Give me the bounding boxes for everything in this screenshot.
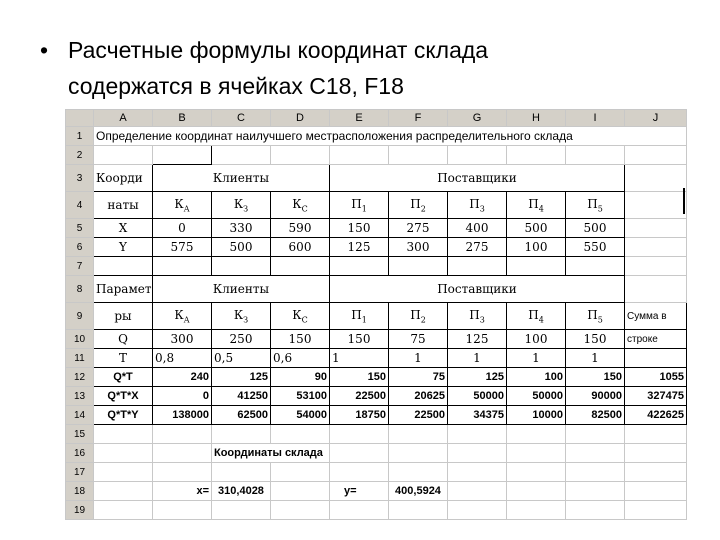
select-all-corner[interactable] bbox=[66, 110, 94, 127]
sheet-row bbox=[66, 192, 687, 219]
row-header[interactable]: 4 bbox=[66, 192, 94, 219]
cell[interactable] bbox=[212, 425, 271, 444]
cell[interactable] bbox=[94, 482, 153, 501]
cell[interactable] bbox=[625, 165, 687, 192]
cell[interactable]: 54000 bbox=[271, 406, 330, 425]
row-header[interactable]: 8 bbox=[66, 276, 94, 303]
column-header[interactable]: J bbox=[625, 110, 687, 127]
column-header[interactable]: I bbox=[566, 110, 625, 127]
cell[interactable]: $П_5$ bbox=[566, 192, 625, 219]
cell[interactable]: 1055 bbox=[625, 368, 687, 387]
sheet-row bbox=[66, 165, 687, 192]
sheet-row bbox=[66, 127, 687, 146]
cell[interactable]: 0 bbox=[153, 387, 212, 406]
cell[interactable]: 0,8 bbox=[153, 349, 212, 368]
cell[interactable] bbox=[566, 463, 625, 482]
row-header[interactable]: 9 bbox=[66, 303, 94, 330]
warehouse-coords-title[interactable]: Координаты склада bbox=[212, 444, 271, 463]
cell[interactable]: 150 bbox=[566, 330, 625, 349]
sheet-row bbox=[66, 425, 687, 444]
row-header[interactable]: 11 bbox=[66, 349, 94, 368]
suppliers-header[interactable]: Поставщики bbox=[330, 165, 625, 192]
cell[interactable]: 1 bbox=[566, 349, 625, 368]
row-header[interactable]: 2 bbox=[66, 146, 94, 165]
cell[interactable] bbox=[271, 482, 330, 501]
sheet-row bbox=[66, 501, 687, 520]
cell[interactable]: 575 bbox=[153, 238, 212, 257]
cell[interactable]: 550 bbox=[566, 238, 625, 257]
cell[interactable]: наты bbox=[94, 192, 153, 219]
cell[interactable] bbox=[389, 463, 448, 482]
cell[interactable] bbox=[625, 482, 687, 501]
cell[interactable]: $К_З$ bbox=[212, 192, 271, 219]
cell[interactable]: 100 bbox=[507, 238, 566, 257]
cell[interactable]: 150 bbox=[330, 330, 389, 349]
cell[interactable] bbox=[507, 257, 566, 276]
row-sum-header[interactable]: Сумма в bbox=[625, 303, 687, 330]
cell[interactable] bbox=[330, 444, 389, 463]
row-header[interactable]: 14 bbox=[66, 406, 94, 425]
cell[interactable] bbox=[448, 501, 507, 520]
cell[interactable] bbox=[389, 257, 448, 276]
row-header[interactable]: 15 bbox=[66, 425, 94, 444]
cell[interactable]: 0,6 bbox=[271, 349, 330, 368]
cell[interactable] bbox=[389, 146, 448, 165]
cell[interactable]: 500 bbox=[507, 219, 566, 238]
cell[interactable]: 150 bbox=[330, 219, 389, 238]
row-header[interactable]: 10 bbox=[66, 330, 94, 349]
sheet-row bbox=[66, 482, 687, 501]
cell[interactable] bbox=[212, 463, 271, 482]
cell[interactable] bbox=[566, 257, 625, 276]
cell[interactable]: $П_3$ bbox=[448, 303, 507, 330]
row-header[interactable]: 12 bbox=[66, 368, 94, 387]
cell[interactable]: 10000 bbox=[507, 406, 566, 425]
text-cursor bbox=[683, 188, 685, 214]
sheet-title-cell[interactable]: Определение координат наилучшего местрасположения распределительного склада bbox=[94, 127, 687, 146]
row-header[interactable]: 16 bbox=[66, 444, 94, 463]
cell[interactable] bbox=[625, 192, 687, 219]
cell[interactable] bbox=[153, 257, 212, 276]
cell[interactable]: $К_С$ bbox=[271, 192, 330, 219]
cell[interactable]: 22500 bbox=[330, 387, 389, 406]
sheet-row bbox=[66, 303, 687, 330]
row-header[interactable]: 1 bbox=[66, 127, 94, 146]
cell[interactable]: 50000 bbox=[507, 387, 566, 406]
sheet-row bbox=[66, 349, 687, 368]
cell[interactable]: $П_4$ bbox=[507, 192, 566, 219]
sheet-row bbox=[66, 257, 687, 276]
cell[interactable] bbox=[448, 482, 507, 501]
row-header[interactable]: 13 bbox=[66, 387, 94, 406]
cell[interactable] bbox=[625, 219, 687, 238]
slide-line-1: Расчетные формулы координат склада bbox=[68, 37, 489, 63]
cell[interactable]: $К_А$ bbox=[153, 192, 212, 219]
cell[interactable] bbox=[566, 146, 625, 165]
cell[interactable]: 275 bbox=[389, 219, 448, 238]
cell[interactable] bbox=[507, 463, 566, 482]
cell[interactable] bbox=[153, 444, 212, 463]
sheet-row bbox=[66, 276, 687, 303]
cell[interactable]: $П_2$ bbox=[389, 192, 448, 219]
row-header[interactable]: 18 bbox=[66, 482, 94, 501]
cell[interactable]: 75 bbox=[389, 368, 448, 387]
cell[interactable] bbox=[448, 146, 507, 165]
sheet-row bbox=[66, 406, 687, 425]
row-header[interactable]: 5 bbox=[66, 219, 94, 238]
cell[interactable]: Парамет bbox=[94, 276, 153, 303]
y-coordinate-cell[interactable]: 400,5924 bbox=[389, 482, 448, 501]
cell[interactable] bbox=[212, 257, 271, 276]
cell[interactable]: 138000 bbox=[153, 406, 212, 425]
cell[interactable]: 125 bbox=[448, 330, 507, 349]
cell[interactable] bbox=[94, 425, 153, 444]
x-coordinate-cell[interactable]: 310,4028 bbox=[212, 482, 271, 501]
cell[interactable] bbox=[94, 444, 153, 463]
cell[interactable]: 0,5 bbox=[212, 349, 271, 368]
cell[interactable]: 327475 bbox=[625, 387, 687, 406]
cell[interactable]: 1 bbox=[330, 349, 389, 368]
sheet-row bbox=[66, 238, 687, 257]
row-header[interactable]: 3 bbox=[66, 165, 94, 192]
cell[interactable] bbox=[507, 501, 566, 520]
cell[interactable]: 22500 bbox=[389, 406, 448, 425]
cell[interactable]: ры bbox=[94, 303, 153, 330]
sheet-row bbox=[66, 368, 687, 387]
cell[interactable]: 125 bbox=[330, 238, 389, 257]
cell[interactable]: $П_3$ bbox=[448, 192, 507, 219]
cell[interactable]: Q bbox=[94, 330, 153, 349]
cell[interactable]: $К_С$ bbox=[271, 303, 330, 330]
cell[interactable] bbox=[212, 146, 271, 165]
cell[interactable]: Коорди bbox=[94, 165, 153, 192]
cell[interactable] bbox=[330, 146, 389, 165]
cell[interactable] bbox=[507, 425, 566, 444]
cell[interactable] bbox=[94, 146, 153, 165]
cell[interactable] bbox=[566, 425, 625, 444]
column-header[interactable]: H bbox=[507, 110, 566, 127]
cell[interactable] bbox=[330, 425, 389, 444]
cell[interactable] bbox=[625, 444, 687, 463]
cell[interactable] bbox=[448, 463, 507, 482]
cell[interactable]: $П_2$ bbox=[389, 303, 448, 330]
cell[interactable] bbox=[566, 501, 625, 520]
cell[interactable]: 100 bbox=[507, 368, 566, 387]
sheet-row bbox=[66, 146, 687, 165]
cell[interactable]: 300 bbox=[153, 330, 212, 349]
cell[interactable]: $П_1$ bbox=[330, 192, 389, 219]
column-header[interactable]: C bbox=[212, 110, 271, 127]
cell[interactable]: 53100 bbox=[271, 387, 330, 406]
row-header[interactable]: 19 bbox=[66, 501, 94, 520]
cell[interactable] bbox=[271, 257, 330, 276]
sheet-row bbox=[66, 330, 687, 349]
cell[interactable] bbox=[625, 257, 687, 276]
cell[interactable] bbox=[153, 463, 212, 482]
cell[interactable] bbox=[448, 257, 507, 276]
cell[interactable] bbox=[625, 425, 687, 444]
sheet-row bbox=[66, 219, 687, 238]
cell[interactable]: 41250 bbox=[212, 387, 271, 406]
x-label-cell[interactable]: x= bbox=[153, 482, 212, 501]
sheet-table bbox=[65, 109, 687, 520]
column-header[interactable]: G bbox=[448, 110, 507, 127]
cell[interactable]: Q*T*X bbox=[94, 387, 153, 406]
cell[interactable] bbox=[271, 425, 330, 444]
cell[interactable] bbox=[271, 463, 330, 482]
column-header-row bbox=[66, 110, 687, 127]
cell[interactable]: 0 bbox=[153, 219, 212, 238]
slide-line-2: содержатся в ячейках C18, F18 bbox=[68, 73, 404, 99]
cell[interactable]: 62500 bbox=[212, 406, 271, 425]
cell[interactable] bbox=[625, 146, 687, 165]
cell[interactable]: 125 bbox=[448, 368, 507, 387]
cell[interactable] bbox=[94, 257, 153, 276]
cell[interactable] bbox=[625, 238, 687, 257]
cell[interactable]: 1 bbox=[448, 349, 507, 368]
row-header[interactable]: 6 bbox=[66, 238, 94, 257]
cell[interactable]: 90000 bbox=[566, 387, 625, 406]
cell[interactable] bbox=[330, 501, 389, 520]
cell[interactable]: $К_З$ bbox=[212, 303, 271, 330]
column-header[interactable]: D bbox=[271, 110, 330, 127]
cell[interactable]: Q*T*Y bbox=[94, 406, 153, 425]
cell[interactable]: 422625 bbox=[625, 406, 687, 425]
cell[interactable] bbox=[153, 501, 212, 520]
cell[interactable]: 300 bbox=[389, 238, 448, 257]
cell[interactable]: 500 bbox=[566, 219, 625, 238]
row-header[interactable]: 17 bbox=[66, 463, 94, 482]
cell[interactable]: 90 bbox=[271, 368, 330, 387]
bullet: • bbox=[40, 37, 49, 63]
cell[interactable] bbox=[448, 425, 507, 444]
cell[interactable]: 600 bbox=[271, 238, 330, 257]
cell[interactable] bbox=[448, 444, 507, 463]
clients-header[interactable]: Клиенты bbox=[153, 276, 330, 303]
cell[interactable]: X bbox=[94, 219, 153, 238]
row-sum-header-2[interactable]: строке bbox=[625, 330, 687, 349]
cell[interactable]: 20625 bbox=[389, 387, 448, 406]
cell[interactable] bbox=[507, 482, 566, 501]
sheet-row bbox=[66, 463, 687, 482]
cell[interactable] bbox=[625, 276, 687, 303]
sheet-row bbox=[66, 387, 687, 406]
cell[interactable]: 500 bbox=[212, 238, 271, 257]
cell[interactable]: 150 bbox=[330, 368, 389, 387]
cell[interactable] bbox=[153, 146, 212, 165]
cell[interactable]: 330 bbox=[212, 219, 271, 238]
cell[interactable]: $П_5$ bbox=[566, 303, 625, 330]
cell[interactable] bbox=[330, 257, 389, 276]
cell[interactable]: 34375 bbox=[448, 406, 507, 425]
cell[interactable] bbox=[566, 444, 625, 463]
cell[interactable]: 75 bbox=[389, 330, 448, 349]
cell[interactable]: 275 bbox=[448, 238, 507, 257]
suppliers-header[interactable]: Поставщики bbox=[330, 276, 625, 303]
cell[interactable]: $П_1$ bbox=[330, 303, 389, 330]
cell[interactable] bbox=[625, 349, 687, 368]
clients-header[interactable]: Клиенты bbox=[153, 165, 330, 192]
cell[interactable] bbox=[94, 501, 153, 520]
column-header[interactable]: B bbox=[153, 110, 212, 127]
cell[interactable]: 150 bbox=[271, 330, 330, 349]
cell[interactable]: 100 bbox=[507, 330, 566, 349]
cell[interactable]: 240 bbox=[153, 368, 212, 387]
cell[interactable] bbox=[271, 146, 330, 165]
column-header[interactable]: A bbox=[94, 110, 153, 127]
cell[interactable]: $К_А$ bbox=[153, 303, 212, 330]
spreadsheet bbox=[65, 109, 687, 516]
column-header[interactable]: E bbox=[330, 110, 389, 127]
y-label-cell[interactable]: y= bbox=[330, 482, 389, 501]
cell[interactable]: 250 bbox=[212, 330, 271, 349]
cell[interactable] bbox=[330, 463, 389, 482]
cell[interactable]: 50000 bbox=[448, 387, 507, 406]
cell[interactable] bbox=[625, 501, 687, 520]
cell[interactable]: 1 bbox=[507, 349, 566, 368]
cell[interactable] bbox=[507, 444, 566, 463]
sheet-row bbox=[66, 444, 687, 463]
cell[interactable] bbox=[566, 482, 625, 501]
cell[interactable]: 82500 bbox=[566, 406, 625, 425]
cell[interactable]: 590 bbox=[271, 219, 330, 238]
cell[interactable]: 400 bbox=[448, 219, 507, 238]
cell[interactable] bbox=[212, 501, 271, 520]
cell[interactable]: T bbox=[94, 349, 153, 368]
cell[interactable] bbox=[271, 501, 330, 520]
cell[interactable]: Q*T bbox=[94, 368, 153, 387]
row-header[interactable]: 7 bbox=[66, 257, 94, 276]
cell[interactable]: 125 bbox=[212, 368, 271, 387]
cell[interactable]: 150 bbox=[566, 368, 625, 387]
cell[interactable] bbox=[389, 501, 448, 520]
cell[interactable] bbox=[625, 463, 687, 482]
cell[interactable]: 1 bbox=[389, 349, 448, 368]
cell[interactable] bbox=[153, 425, 212, 444]
cell[interactable] bbox=[389, 425, 448, 444]
cell[interactable] bbox=[389, 444, 448, 463]
cell[interactable]: Y bbox=[94, 238, 153, 257]
cell[interactable] bbox=[507, 146, 566, 165]
column-header[interactable]: F bbox=[389, 110, 448, 127]
cell[interactable] bbox=[94, 463, 153, 482]
cell[interactable]: 18750 bbox=[330, 406, 389, 425]
cell[interactable]: $П_4$ bbox=[507, 303, 566, 330]
